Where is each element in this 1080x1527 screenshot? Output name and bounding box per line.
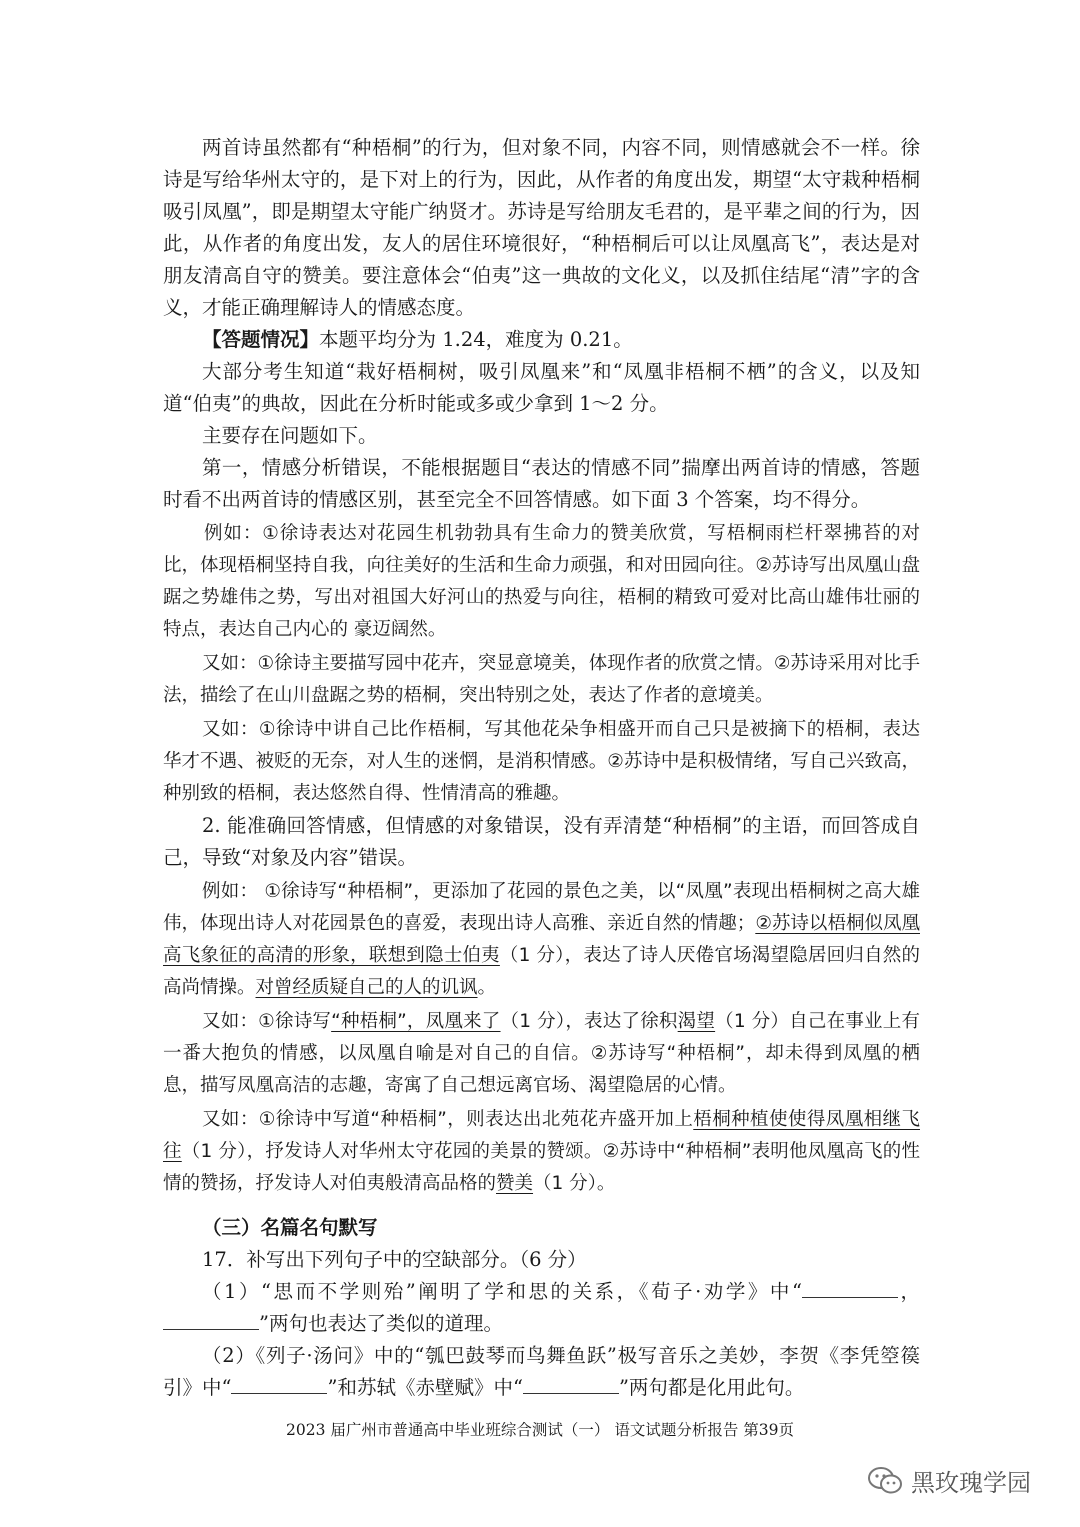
watermark <box>867 1463 1031 1498</box>
page-footer: 2023 届广州市普通高中毕业班综合测试（一） 语文试题分析报告 第39页 <box>286 1421 794 1439</box>
question-17: 17．补写出下列句子中的空缺部分。（6 分） <box>202 1248 587 1271</box>
answer-status-text: 本题平均分为 1.24，难度为 0.21。 <box>319 328 633 351</box>
paragraph-problems-intro: 主要存在问题如下。 <box>202 424 378 447</box>
example-answer-1: 例如：①徐诗表达对花园生机勃勃具有生命力的赞美欣赏，写梧桐雨栏杆翠拂苔的对比，体现梧桐坚持自我，向往美好的生活和生命力顽强，和对田园向往。②苏诗写出凤凰山盘踞之势雄伟之势，写出对祖国大好河山的热爱与向往，梧桐的精致可爱对比高山雄伟壮丽的特点，表达自己内心的 豪迈阔然。 <box>163 523 920 640</box>
q17-1-text-end: ”两句也表达了类似的道理。 <box>259 1312 503 1335</box>
example-4-underline-2: 对曾经质疑自己的人的讥讽 <box>255 977 478 998</box>
question-17-part-2 <box>163 1340 920 1404</box>
example-6-text-2: （1 分），抒发诗人对华州太守花园的美景的赞颂。②苏诗中“种梧桐”表明他凤凰高飞的性情的赞扬，抒发诗人对伯夷般清高品格的 <box>163 1141 920 1194</box>
example-answer-2: 又如：①徐诗主要描写园中花卉，突显意境美，体现作者的欣赏之情。②苏诗采用对比手法，描绘了在山川盘踞之势的梧桐，突出特别之处，表达了作者的意境美。 <box>163 653 920 706</box>
example-answer-4 <box>163 876 920 1004</box>
answer-status-label: 【答题情况】 <box>202 328 320 351</box>
example-4-text: 例如： ①徐诗写“种梧桐”，更添加了花园的景色之美，以“凤凰”表现出梧桐树之高大雄伟，体现出诗人对花园景色的喜爱，表现出诗人高雅、亲近自然的情趣； <box>163 881 920 934</box>
q17-2-text: （2）《列子·汤问》中的“瓠巴鼓琴而鸟舞鱼跃”极写音乐之美妙，李贺《李凭箜篌引》中“ <box>163 1344 920 1399</box>
fill-blank-4[interactable] <box>523 1375 619 1394</box>
fill-blank-1[interactable] <box>802 1279 898 1298</box>
question-17-part-1 <box>163 1276 920 1340</box>
wechat-icon <box>867 1466 903 1496</box>
fill-blank-3[interactable] <box>231 1375 327 1394</box>
q17-2-text-end: ”两句都是化用此句。 <box>618 1376 805 1399</box>
example-answer-6 <box>163 1104 920 1200</box>
example-5-underline-1: “种梧桐”，凤凰来了 <box>331 1011 501 1032</box>
watermark-text: 黑玫瑰学园 <box>911 1469 1031 1497</box>
example-6-text: 又如：①徐诗中写道“种梧桐”，则表达出北苑花卉盛开加上 <box>202 1109 694 1130</box>
example-4-text-2: （1 分），表达了诗人厌倦官场渴望隐居回归自然的高尚情操。 <box>163 945 920 998</box>
example-6-text-3: （1 分）。 <box>533 1173 616 1194</box>
page-body <box>163 132 920 1404</box>
q17-2-text-mid: ”和苏轼《赤壁赋》中“ <box>327 1376 523 1399</box>
paragraph-most-students: 大部分考生知道“栽好梧桐树，吸引凤凰来”和“凤凰非梧桐不栖”的含义，以及知道“伯夷”的典故，因此在分析时能或多或少拿到 1～2 分。 <box>163 360 920 415</box>
paragraph-analysis: 两首诗虽然都有“种梧桐”的行为，但对象不同，内容不同，则情感就会不一样。徐诗是写给华州太守的，是下对上的行为，因此，从作者的角度出发，期望“太守栽种梧桐吸引凤凰”，即是期望太守能广纳贤才。苏诗是写给朋友毛君的，是平辈之间的行为，因此，从作者的角度出发，友人的居住环境很好，“种梧桐后可以让凤凰高飞”，表达是对朋友清高自守的赞美。要注意体会“伯夷”这一典故的文化义，以及抓住结尾“清”字的含义，才能正确理解诗人的情感态度。 <box>163 136 920 319</box>
paragraph-problem-two: 2. 能准确回答情感，但情感的对象错误，没有弄清楚“种梧桐”的主语，而回答成自己，导致“对象及内容”错误。 <box>163 814 920 869</box>
example-5-text-3: （1 分）自己在事业上有一番大抱负的情感，以凤凰自喻是对自己的自信。②苏诗写“种梧桐”，却未得到凤凰的栖息，描写凤凰高洁的志趣，寄寓了自己想远离官场、渴望隐居的心情。 <box>163 1011 920 1096</box>
q17-1-text: （1）“思而不学则殆”阐明了学和思的关系，《荀子·劝学》中“ <box>202 1280 802 1303</box>
example-6-underline-1: 梧桐种植使使得凤凰相继飞往 <box>163 1109 920 1162</box>
fill-blank-2[interactable] <box>163 1311 259 1330</box>
example-answer-5 <box>163 1006 920 1102</box>
example-5-text-2: （1 分），表达了徐积 <box>500 1011 678 1032</box>
example-5-text: 又如：①徐诗写 <box>202 1011 332 1032</box>
answer-status <box>163 324 920 356</box>
example-answer-3: 又如：①徐诗中讲自己比作梧桐，写其他花朵争相盛开而自己只是被摘下的梧桐，表达华才不遇、被贬的无奈，对人生的迷惘，是消积情感。②苏诗中是积极情绪，写自己兴致高，种别致的梧桐，表达悠然自得、性情清高的雅趣。 <box>163 719 920 804</box>
example-4-text-3: 。 <box>477 977 497 998</box>
example-6-underline-2: 赞美 <box>496 1173 534 1194</box>
q17-1-comma: ， <box>897 1280 920 1303</box>
section-title: （三）名篇名句默写 <box>202 1216 378 1239</box>
example-5-underline-2: 渴望 <box>677 1011 716 1032</box>
paragraph-problem-one: 第一，情感分析错误，不能根据题目“表达的情感不同”揣摩出两首诗的情感，答题时看不出两首诗的情感区别，甚至完全不回答情感。如下面 3 个答案，均不得分。 <box>163 456 920 511</box>
example-4-underline-1: ②苏诗以梧桐似凤凰高飞象征的高清的形象，联想到隐士伯夷 <box>163 913 920 966</box>
